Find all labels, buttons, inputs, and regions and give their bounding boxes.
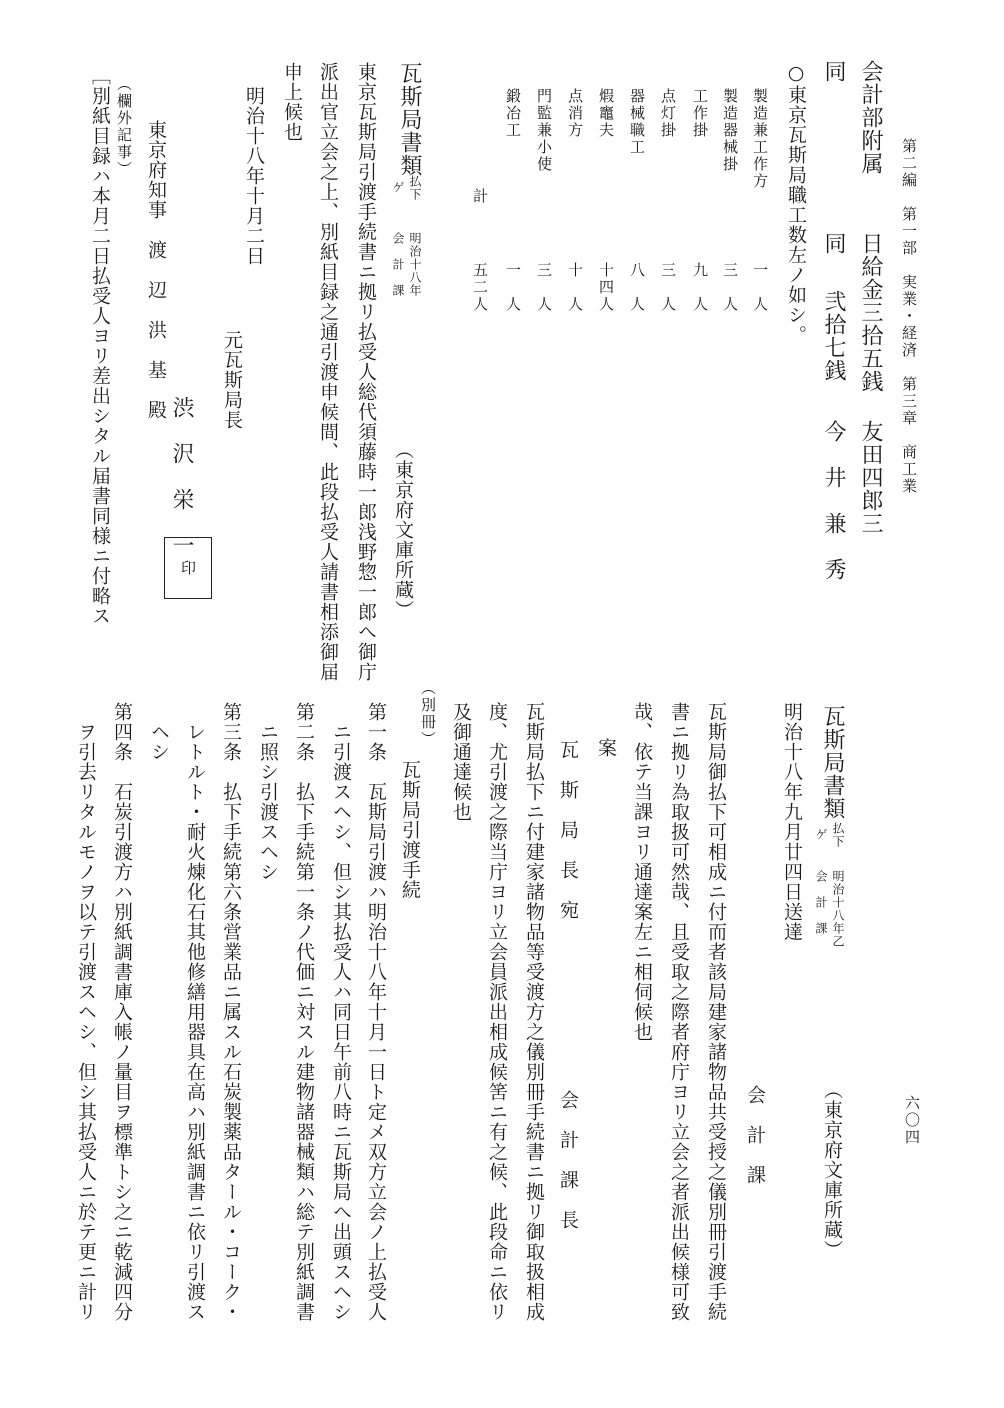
addressee: 東京府知事 渡 辺 洪 基 殿 — [145, 120, 167, 420]
margin-note: ［別紙目録ハ本月二日払受人ヨリ差出シタル届書同様ニ付略ス — [89, 66, 111, 626]
wage-2: 弐拾七銭 — [821, 290, 846, 382]
body-line: 瓦斯局御払下可相成ニ付而者該局建家諸物品共受授之儀別冊引渡手続 — [705, 702, 727, 1322]
body-line: 書ニ拠リ為取扱可然哉、且受取之際者府庁ヨリ立会之者派出候様可致 — [668, 702, 690, 1322]
name-2: 今 井 兼 秀 — [821, 420, 846, 581]
small-note: 会 計 課 — [391, 232, 405, 297]
staff-count: 三 人 — [721, 262, 739, 313]
body-line: 哉、依テ当課ヨリ通達案左ニ相伺候也 — [631, 702, 653, 1042]
staff-heading: ○東京瓦斯局職工数左ノ如シ。 — [785, 62, 807, 345]
small-note: ゲ — [391, 181, 405, 194]
staff-role: 点消方 — [566, 88, 584, 139]
staff-count: 三 人 — [659, 262, 677, 313]
source-note: （東京府文庫所蔵） — [821, 1080, 843, 1260]
running-head: 第二編 第一部 実業・経済 第三章 商工業 — [900, 138, 918, 495]
small-note: 払下 — [408, 175, 422, 201]
article-line: ヲ引去リタルモノヲ以テ引渡スヘシ、但シ其払受人ニ於テ更ニ計リ — [75, 722, 97, 1322]
staff-role: 製造器械掛 — [721, 88, 739, 173]
doc-title: 瓦斯局書類 — [820, 705, 845, 820]
body-line: 東京瓦斯局引渡手続書ニ拠リ払受人総代須藤時一郎浅野惣一郎へ御庁 — [355, 62, 377, 682]
small-note: 払下 — [831, 822, 845, 848]
body-line: 度、尤引渡之際当庁ヨリ立会員派出相成候筈ニ有之候、此段命ニ依リ — [486, 702, 508, 1322]
same-mark: 同 — [821, 60, 846, 83]
small-note: ゲ — [814, 828, 828, 841]
staff-role: 工作掛 — [691, 88, 709, 139]
seal-box — [164, 537, 212, 599]
source-note: （東京府文庫所蔵） — [392, 440, 414, 620]
page-number: 六〇四 — [903, 1095, 921, 1146]
draft-label: 案 — [595, 738, 617, 758]
article-line: レトルト・耐火煉化石其他修繕用器具在高ハ別紙調書ニ依リ引渡ス — [184, 722, 206, 1322]
small-note: 明治十八年 — [408, 232, 422, 297]
staff-total-label: 計 — [471, 188, 489, 205]
staff-count: 三 人 — [535, 262, 553, 313]
staff-count: 一 人 — [504, 262, 522, 313]
staff-role: 器械職工 — [628, 88, 646, 156]
body-line: 申上候也 — [281, 62, 303, 142]
wage-1: 日給金三拾五銭 — [858, 232, 883, 393]
staff-count: 十四人 — [597, 262, 615, 313]
staff-role: 製造兼工作方 — [751, 88, 769, 190]
sender-title: 元瓦斯局長 — [221, 330, 243, 430]
sender-name: 渋 沢 栄 一 — [169, 396, 194, 557]
body-line: 派出官立会之上、別紙目録之通引渡申候間、此段払受人請書相添御届 — [317, 62, 339, 682]
margin-label: （欄外記事） — [115, 76, 133, 178]
procedure-title: 瓦斯局引渡手続 — [399, 760, 421, 900]
staff-role: 点灯掛 — [659, 88, 677, 139]
staff-count: 十 人 — [566, 262, 584, 313]
dept-label: 会 計 課 — [744, 1085, 766, 1185]
addressee: 瓦 斯 局 長 宛 — [557, 740, 579, 920]
staff-count: 一 人 — [751, 262, 769, 313]
name-1: 友田四郎三 — [858, 420, 883, 535]
staff-total-count: 五二人 — [471, 262, 489, 313]
wage-2-prefix: 同 — [821, 232, 846, 255]
staff-role: 鍛冶工 — [504, 88, 522, 139]
article-line: 第三条 払下手続第六条営業品ニ属スル石炭製薬品タール・コーク・ — [220, 702, 242, 1322]
article-line: ニ引渡スヘシ、但シ其払受人ハ同日午前八時ニ瓦斯局へ出頭スヘシ — [330, 722, 352, 1322]
staff-count: 九 人 — [691, 262, 709, 313]
article-line: ヘシ — [148, 722, 170, 762]
article-line: 第二条 払下手続第一条ノ代価ニ対スル建物諸器械類ハ総テ別紙調書 — [293, 702, 315, 1322]
body-line: 瓦斯局払下ニ付建家諸物品等受渡方之儀別冊手続書ニ拠リ御取扱相成 — [523, 702, 545, 1322]
annex-label: （別冊） — [419, 680, 437, 748]
small-note: 会 計 課 — [814, 870, 828, 935]
article-line: 第四条 石炭引渡方ハ別紙調書庫入帳ノ量目ヲ標準トシ之ニ乾減四分 — [111, 702, 133, 1322]
doc-title: 瓦斯局書類 — [397, 62, 422, 177]
letter-date: 明治十八年十月二日 — [243, 86, 265, 266]
staff-count: 八 人 — [628, 262, 646, 313]
dept-label: 会計部附属 — [858, 60, 883, 175]
staff-role: 門監兼小使 — [535, 88, 553, 173]
article-line: 第一条 瓦斯局引渡ハ明治十八年十月一日ト定メ双方立会ノ上払受人 — [365, 702, 387, 1322]
body-line: 及御通達候也 — [450, 702, 472, 822]
send-date: 明治十八年九月廿四日送達 — [781, 702, 803, 942]
article-line: ニ照シ引渡スヘシ — [257, 722, 279, 882]
sender: 会 計 課 長 — [557, 1090, 579, 1230]
seal-label: 印 — [179, 560, 197, 577]
staff-role: 煆竈夫 — [597, 88, 615, 139]
small-note: 明治十八年乙 — [831, 870, 845, 948]
